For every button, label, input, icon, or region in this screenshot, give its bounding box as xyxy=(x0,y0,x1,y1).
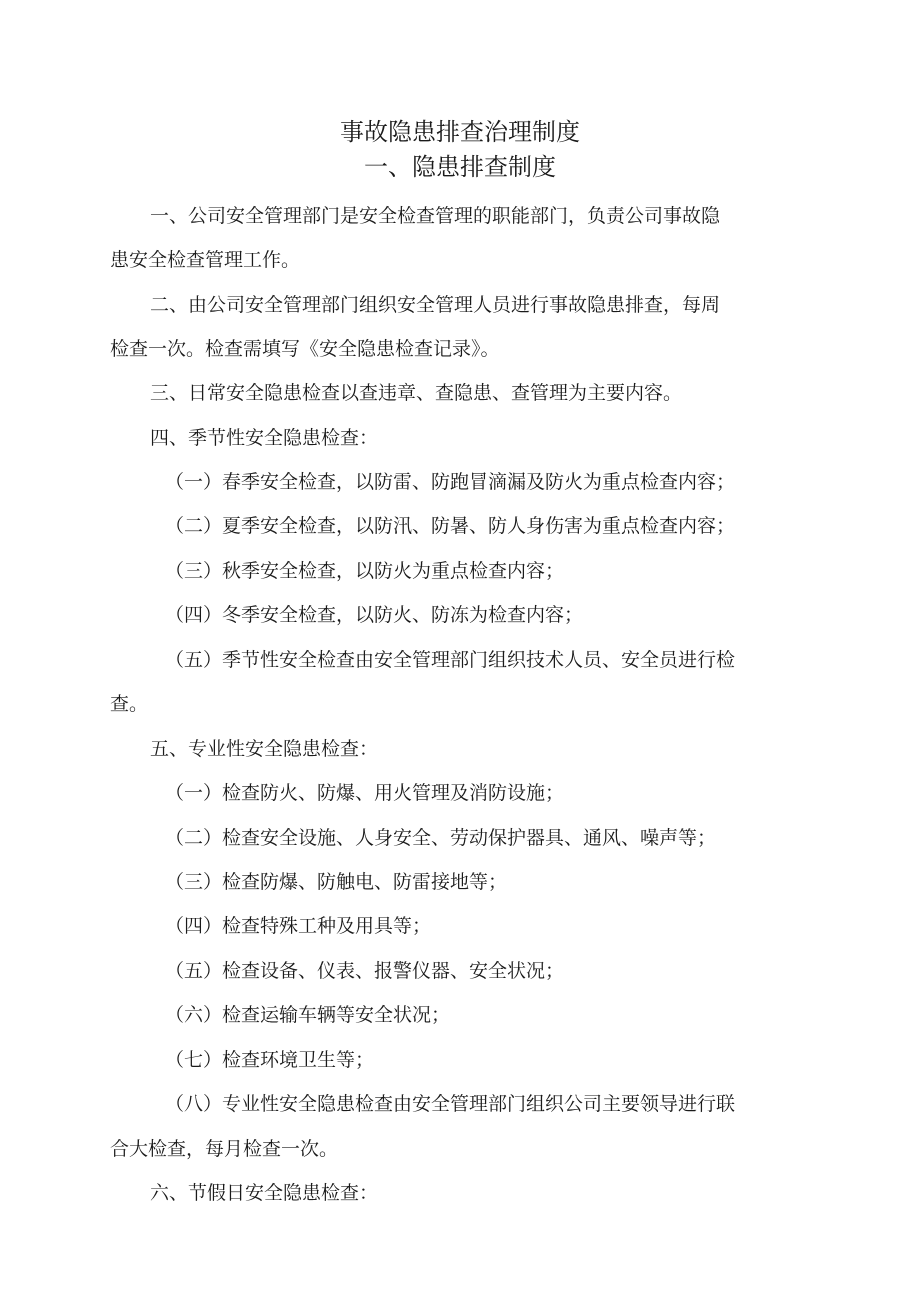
list-item: （一）春季安全检查，以防雷、防跑冒滴漏及防火为重点检查内容； xyxy=(165,471,736,493)
list-item: （五）检查设备、仪表、报警仪器、安全状况； xyxy=(165,960,565,982)
list-item: （四）检查特殊工种及用具等； xyxy=(165,915,432,937)
paragraph-4-heading: 四、季节性安全隐患检查： xyxy=(150,427,379,449)
list-item-continuation: 合大检查，每月检查一次。 xyxy=(110,1138,339,1160)
list-item: （三）秋季安全检查，以防火为重点检查内容； xyxy=(165,560,565,582)
list-item: （二）检查安全设施、人身安全、劳动保护器具、通风、噪声等； xyxy=(165,827,717,849)
paragraph-5-heading: 五、专业性安全隐患检查： xyxy=(150,738,379,760)
list-item: （二）夏季安全检查，以防汛、防暑、防人身伤害为重点检查内容； xyxy=(165,515,736,537)
paragraph-1-line-1: 一、公司安全管理部门是安全检查管理的职能部门，负责公司事故隐 xyxy=(150,205,721,227)
paragraph-6-heading: 六、节假日安全隐患检查： xyxy=(150,1182,379,1204)
paragraph-2-line-1: 二、由公司安全管理部门组织安全管理人员进行事故隐患排查，每周 xyxy=(150,294,721,316)
list-item: （四）冬季安全检查，以防火、防冻为检查内容； xyxy=(165,604,584,626)
document-title: 事故隐患排查治理制度 xyxy=(340,118,580,146)
list-item: （五）季节性安全检查由安全管理部门组织技术人员、安全员进行检 xyxy=(165,649,736,671)
list-item: （六）检查运输车辆等安全状况； xyxy=(165,1004,451,1026)
paragraph-1-line-2: 患安全检查管理工作。 xyxy=(110,249,301,271)
list-item: （三）检查防爆、防触电、防雷接地等； xyxy=(165,871,508,893)
list-item-continuation: 查。 xyxy=(110,693,149,715)
list-item: （七）检查环境卫生等； xyxy=(165,1049,375,1071)
list-item: （八）专业性安全隐患检查由安全管理部门组织公司主要领导进行联 xyxy=(165,1093,736,1115)
paragraph-3: 三、日常安全隐患检查以查违章、查隐患、查管理为主要内容。 xyxy=(150,382,683,404)
paragraph-2-line-2: 检查一次。检查需填写《安全隐患检查记录》。 xyxy=(110,338,500,360)
section-heading: 一、隐患排查制度 xyxy=(364,153,556,181)
list-item: （一）检查防火、防爆、用火管理及消防设施； xyxy=(165,782,565,804)
